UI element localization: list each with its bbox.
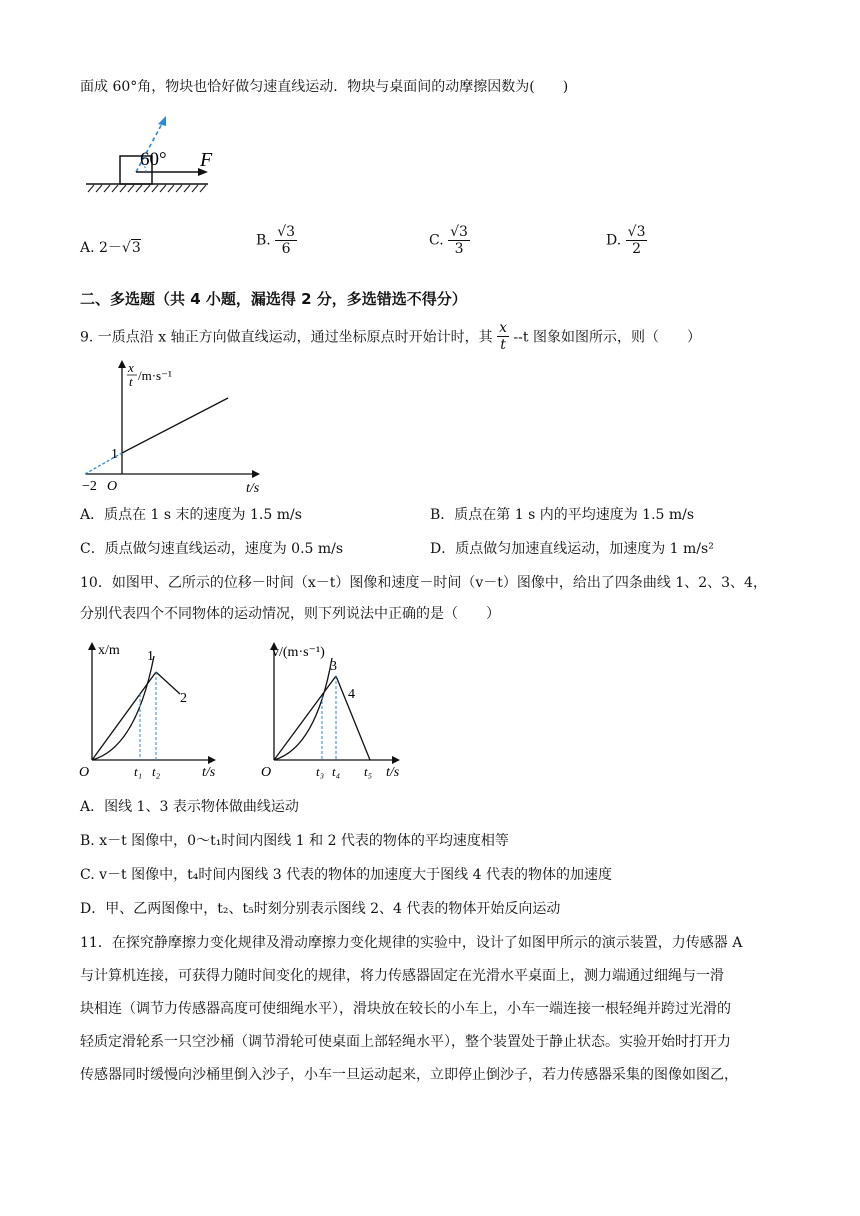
q10-figure-b	[258, 638, 418, 782]
force-label: F	[200, 149, 213, 171]
q9-figure	[80, 356, 270, 496]
svg-text:/m·s⁻¹: /m·s⁻¹	[138, 368, 172, 383]
svg-text:1: 1	[111, 447, 118, 462]
q8-option-c: C. $\frac{√3}{3}$	[429, 224, 468, 257]
q8-option-a: A. 2－√3	[80, 240, 141, 256]
q11-line-2: 与计算机连接，可获得力随时间变化的规律，将力传感器固定在光滑水平桌面上，测力端通过细绳与一滑	[80, 968, 724, 984]
q9-option-c: C．质点做匀速直线运动，速度为 0.5 m/s	[80, 541, 344, 557]
section-title: 二、多选题（共 4 小题，漏选得 2 分，多选错选不得分）	[80, 290, 467, 308]
q10-option-a: A．图线 1、3 表示物体做曲线运动	[80, 799, 299, 815]
q8-option-d: D. $\frac{√3}{2}$	[606, 224, 646, 257]
svg-text:O: O	[107, 479, 118, 494]
svg-text:t₅: t₅	[364, 764, 373, 779]
q11-line-3: 块相连（调节力传感器高度可使细绳水平），滑块放在较长的小车上，小车一端连接一根轻绳并跨过光滑的	[80, 1001, 731, 1017]
q10-option-c: C. v－t 图像中，t₄时间内图线 3 代表的物体的加速度大于图线 4 代表的物体的加速度	[80, 867, 612, 883]
q9-stem: 9. 一质点沿 x 轴正方向做直线运动，通过坐标原点时开始计时，其 $\frac{x}{t}$ --t 图象如图所示，则（ ）	[80, 320, 701, 353]
q8-option-b: B. $\frac{√3}{6}$	[256, 224, 296, 257]
svg-text:t₂: t₂	[152, 764, 161, 779]
q10-option-b: B. x－t 图像中，0～t₁时间内图线 1 和 2 代表的物体的平均速度相等	[80, 833, 509, 849]
q11-line-4: 轻质定滑轮系一只空沙桶（调节滑轮可使桌面上部轻绳水平），整个装置处于静止状态。实验开始时打开力	[80, 1034, 731, 1050]
angle-label: 60°	[140, 149, 167, 170]
q9-option-d: D．质点做匀加速直线运动，加速度为 1 m/s²	[430, 541, 714, 557]
q8-figure	[80, 112, 220, 198]
svg-text:x: x	[128, 360, 134, 375]
q9-option-b: B．质点在第 1 s 内的平均速度为 1.5 m/s	[430, 507, 695, 523]
svg-text:t: t	[129, 374, 133, 389]
svg-text:t/s: t/s	[246, 481, 260, 496]
svg-text:x/m: x/m	[98, 643, 120, 658]
q10-stem-2: 分别代表四个不同物体的运动情况，则下列说法中正确的是（ ）	[80, 606, 500, 622]
svg-text:t₃: t₃	[316, 764, 325, 779]
svg-text:v/(m·s⁻¹): v/(m·s⁻¹)	[272, 645, 325, 660]
svg-text:1: 1	[147, 649, 154, 664]
svg-text:−2: −2	[82, 479, 97, 494]
svg-text:2: 2	[180, 691, 187, 706]
q10-stem-1: 10．如图甲、乙所示的位移－时间（x－t）图像和速度－时间（v－t）图像中，给出了四条曲线 1、2、3、4，	[80, 575, 767, 591]
svg-text:O: O	[261, 765, 272, 780]
q9-option-a: A．质点在 1 s 末的速度为 1.5 m/s	[80, 507, 302, 523]
svg-text:O: O	[79, 765, 90, 780]
q11-line-1: 11．在探究静摩擦力变化规律及滑动摩擦力变化规律的实验中，设计了如图甲所示的演示装置，力传感器 A	[80, 935, 743, 951]
svg-text:4: 4	[348, 687, 355, 702]
svg-text:3: 3	[330, 659, 337, 674]
q8-stem: 面成 60°角，物块也恰好做匀速直线运动．物块与桌面间的动摩擦因数为( )	[80, 79, 569, 95]
svg-text:t/s: t/s	[386, 765, 400, 780]
svg-text:t₄: t₄	[332, 764, 341, 779]
q10-figure-a	[76, 638, 226, 782]
q10-option-d: D．甲、乙两图像中，t₂、t₅时刻分别表示图线 2、4 代表的物体开始反向运动	[80, 901, 561, 917]
svg-text:t₁: t₁	[134, 764, 143, 779]
svg-text:t/s: t/s	[202, 765, 216, 780]
q11-line-5: 传感器同时缓慢向沙桶里倒入沙子，小车一旦运动起来，立即停止倒沙子，若力传感器采集的图像如图乙，	[80, 1067, 738, 1083]
